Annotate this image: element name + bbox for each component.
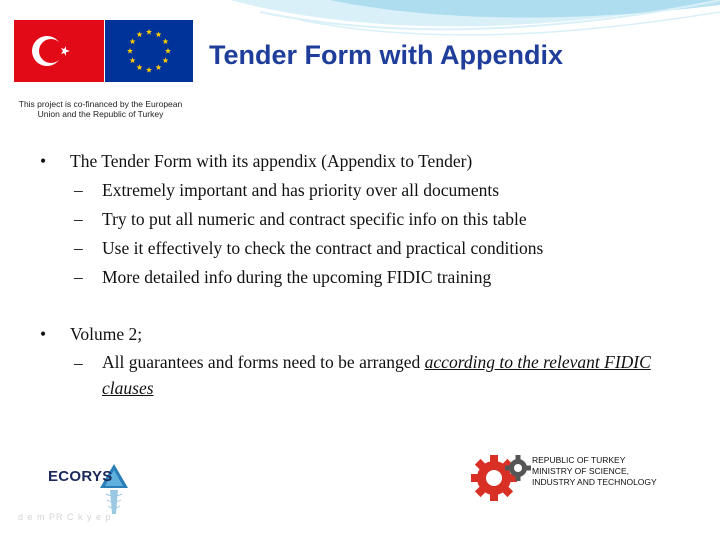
ministry-line3: INDUSTRY AND TECHNOLOGY	[532, 477, 657, 487]
sub-item	[40, 176, 700, 205]
cofinance-line1: This project is co-financed by the European	[18, 99, 183, 109]
ministry-line1: REPUBLIC OF TURKEY	[532, 455, 626, 465]
dash-mark: –	[74, 353, 83, 373]
sub-item-prefix: All guarantees and forms need to be arranged	[102, 352, 425, 372]
sub-item	[40, 234, 700, 263]
cofinance-note	[8, 99, 193, 119]
dash-mark: –	[74, 238, 83, 258]
footer-faint-text: d e m PR C k y e p	[18, 512, 112, 522]
bullet-mark: •	[40, 151, 47, 171]
ecorys-logo-icon	[46, 458, 142, 518]
dash-mark: –	[74, 209, 83, 229]
bullet-mark: •	[40, 324, 47, 344]
sub-item-text: Extremely important and has priority over all documents	[102, 180, 500, 200]
ministry-line2: MINISTRY OF SCIENCE,	[532, 466, 629, 476]
cofinance-line2: Union and the Republic of Turkey	[37, 109, 164, 119]
sub-item	[40, 205, 700, 234]
turkey-flag-icon	[14, 20, 104, 82]
bullet-text: Volume 2;	[70, 324, 143, 344]
bullet-text: The Tender Form with its appendix (Appendix to Tender)	[70, 151, 473, 171]
sub-item	[40, 349, 700, 401]
ministry-name	[532, 455, 657, 488]
ecorys-logo-text: ECORYS	[48, 468, 113, 485]
dash-mark: –	[74, 180, 83, 200]
sub-item	[40, 263, 700, 292]
bullet-item-tender-form	[40, 147, 700, 176]
sub-item-text	[102, 349, 700, 401]
sub-item-text: Try to put all numeric and contract specific info on this table	[102, 209, 527, 229]
page-title: Tender Form with Appendix	[209, 40, 564, 70]
sub-item-text: More detailed info during the upcoming FIDIC training	[102, 267, 492, 287]
bullet-item-volume-2	[40, 320, 700, 349]
fidic-clauses-link[interactable]: according to the relevant FIDIC clauses	[102, 352, 651, 398]
eu-flag-icon	[105, 20, 193, 82]
slide-content	[40, 147, 700, 401]
ministry-gear-icon	[470, 450, 532, 502]
dash-mark: –	[74, 267, 83, 287]
sub-item-text: Use it effectively to check the contract and practical conditions	[102, 238, 544, 258]
